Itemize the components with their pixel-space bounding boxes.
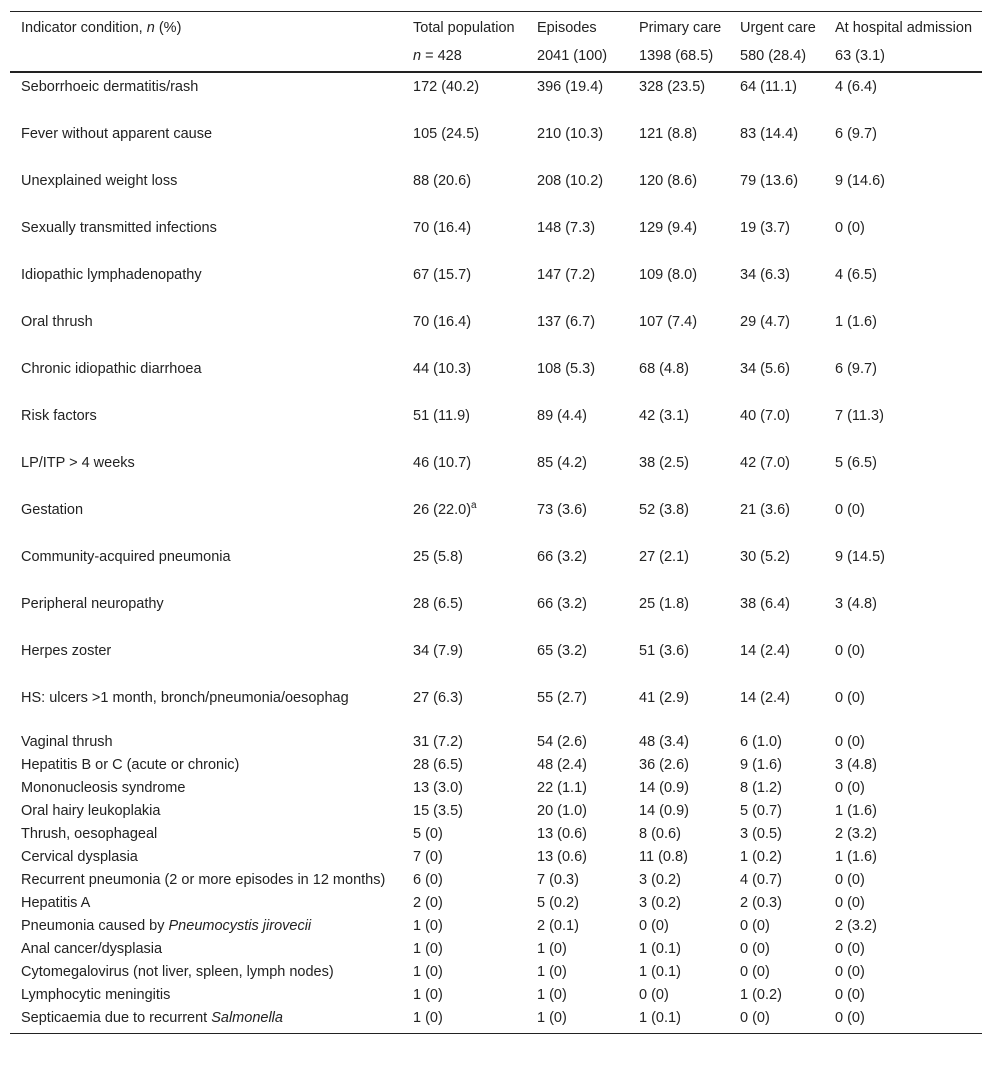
table-row <box>10 824 982 847</box>
header-total-population: Total population <box>402 12 526 45</box>
table-body <box>10 72 982 1034</box>
cell-episodes: 5 (0.2) <box>537 895 579 911</box>
cell-episodes: 396 (19.4) <box>537 79 604 95</box>
cell-episodes: 210 (10.3) <box>537 126 604 142</box>
table-row <box>10 121 982 168</box>
table-row <box>10 985 982 1008</box>
cell-hospital-admission: 0 (0) <box>835 964 865 980</box>
cell-episodes: 55 (2.7) <box>537 690 587 706</box>
cell-urgent-care: 40 (7.0) <box>740 408 790 424</box>
header-urgent-care: Urgent care <box>729 12 824 45</box>
subheader-empty <box>10 45 402 73</box>
cell-hospital-admission: 0 (0) <box>835 690 865 706</box>
cell-primary-care: 51 (3.6) <box>639 643 689 659</box>
cell-primary-care: 11 (0.8) <box>639 849 688 865</box>
table-row <box>10 962 982 985</box>
cell-condition: LP/ITP > 4 weeks <box>21 455 135 471</box>
cell-condition: Idiopathic lymphadenopathy <box>21 267 202 283</box>
cell-urgent-care: 1 (0.2) <box>740 987 782 1003</box>
cell-episodes: 48 (2.4) <box>537 757 587 773</box>
cell-urgent-care: 0 (0) <box>740 918 770 934</box>
cell-condition: Seborrhoeic dermatitis/rash <box>21 79 199 95</box>
cell-episodes: 2 (0.1) <box>537 918 579 934</box>
table-row <box>10 215 982 262</box>
header-hospital-admission: At hospital admission <box>824 12 982 45</box>
cell-hospital-admission: 0 (0) <box>824 1008 982 1034</box>
cell-condition: Risk factors <box>21 408 97 424</box>
subheader-row <box>10 45 982 73</box>
table-row <box>10 591 982 638</box>
cell-episodes: 13 (0.6) <box>537 849 587 865</box>
cell-primary-care: 42 (3.1) <box>639 408 689 424</box>
cell-primary-care: 121 (8.8) <box>639 126 698 142</box>
cell-total-population: 6 (0) <box>413 872 443 888</box>
cell-condition: Recurrent pneumonia (2 or more episodes in 12 months) <box>21 872 386 888</box>
cell-urgent-care: 42 (7.0) <box>740 455 790 471</box>
table-row <box>10 685 982 732</box>
cell-episodes: 85 (4.2) <box>537 455 587 471</box>
cell-urgent-care: 6 (1.0) <box>740 734 782 750</box>
cell-urgent-care: 4 (0.7) <box>740 872 782 888</box>
subheader-n-total: n = 428 <box>402 45 526 73</box>
cell-condition: Septicaemia due to recurrent Salmonella <box>10 1008 402 1034</box>
cell-urgent-care: 14 (2.4) <box>740 643 790 659</box>
cell-total-population: 105 (24.5) <box>413 126 480 142</box>
header-row <box>10 12 982 45</box>
cell-total-population: 1 (0) <box>413 918 443 934</box>
cell-condition: HS: ulcers >1 month, bronch/pneumonia/oesophag <box>21 690 349 706</box>
cell-episodes: 1 (0) <box>537 941 567 957</box>
cell-total-population: 70 (16.4) <box>413 220 472 236</box>
cell-primary-care: 41 (2.9) <box>639 690 689 706</box>
cell-hospital-admission: 6 (9.7) <box>835 361 877 377</box>
cell-hospital-admission: 0 (0) <box>835 895 865 911</box>
cell-primary-care: 8 (0.6) <box>639 826 681 842</box>
table-row <box>10 450 982 497</box>
cell-hospital-admission: 0 (0) <box>835 941 865 957</box>
cell-hospital-admission: 0 (0) <box>835 872 865 888</box>
table-row <box>10 755 982 778</box>
cell-urgent-care: 5 (0.7) <box>740 803 782 819</box>
cell-condition: Fever without apparent cause <box>21 126 213 142</box>
cell-total-population: 31 (7.2) <box>413 734 463 750</box>
cell-primary-care: 3 (0.2) <box>639 872 681 888</box>
cell-condition: Mononucleosis syndrome <box>21 780 186 796</box>
cell-total-population: 2 (0) <box>413 895 443 911</box>
cell-primary-care: 36 (2.6) <box>639 757 689 773</box>
cell-urgent-care: 2 (0.3) <box>740 895 782 911</box>
table-row <box>10 732 982 755</box>
cell-condition: Hepatitis B or C (acute or chronic) <box>21 757 240 773</box>
subheader-urgent: 580 (28.4) <box>729 45 824 73</box>
table-row <box>10 847 982 870</box>
cell-hospital-admission: 2 (3.2) <box>835 826 877 842</box>
cell-urgent-care: 34 (6.3) <box>740 267 790 283</box>
cell-hospital-admission: 4 (6.5) <box>835 267 877 283</box>
table-row <box>10 778 982 801</box>
cell-primary-care: 14 (0.9) <box>639 780 689 796</box>
cell-primary-care: 38 (2.5) <box>639 455 689 471</box>
header-episodes: Episodes <box>526 12 628 45</box>
cell-hospital-admission: 1 (1.6) <box>835 849 877 865</box>
table-row <box>10 72 982 121</box>
cell-primary-care: 3 (0.2) <box>639 895 681 911</box>
cell-primary-care: 1 (0.1) <box>628 1008 729 1034</box>
table-row <box>10 638 982 685</box>
table-row <box>10 870 982 893</box>
cell-condition: Gestation <box>21 502 84 518</box>
cell-urgent-care: 83 (14.4) <box>740 126 799 142</box>
table-row <box>10 801 982 824</box>
cell-primary-care: 107 (7.4) <box>639 314 698 330</box>
cell-primary-care: 109 (8.0) <box>639 267 698 283</box>
cell-episodes: 148 (7.3) <box>537 220 596 236</box>
cell-hospital-admission: 3 (4.8) <box>835 596 877 612</box>
cell-urgent-care: 79 (13.6) <box>740 173 799 189</box>
cell-condition: Pneumonia caused by Pneumocystis jirovecii <box>21 918 312 934</box>
cell-primary-care: 328 (23.5) <box>639 79 706 95</box>
cell-urgent-care: 3 (0.5) <box>740 826 782 842</box>
table-row <box>10 544 982 591</box>
cell-episodes: 89 (4.4) <box>537 408 587 424</box>
cell-hospital-admission: 2 (3.2) <box>835 918 877 934</box>
table-row <box>10 916 982 939</box>
cell-urgent-care: 0 (0) <box>740 964 770 980</box>
italic-organism-name: Salmonella <box>211 1010 283 1026</box>
cell-primary-care: 25 (1.8) <box>639 596 689 612</box>
cell-urgent-care: 8 (1.2) <box>740 780 782 796</box>
cell-episodes: 108 (5.3) <box>537 361 596 377</box>
subheader-hospital: 63 (3.1) <box>824 45 982 73</box>
cell-hospital-admission: 0 (0) <box>835 220 865 236</box>
cell-urgent-care: 34 (5.6) <box>740 361 790 377</box>
cell-urgent-care: 9 (1.6) <box>740 757 782 773</box>
cell-hospital-admission: 0 (0) <box>835 643 865 659</box>
cell-episodes: 7 (0.3) <box>537 872 579 888</box>
footnote-marker: a <box>471 500 477 511</box>
cell-primary-care: 0 (0) <box>639 918 669 934</box>
cell-episodes: 65 (3.2) <box>537 643 587 659</box>
cell-total-population: 46 (10.7) <box>413 455 472 471</box>
table-row <box>10 356 982 403</box>
cell-primary-care: 129 (9.4) <box>639 220 698 236</box>
cell-hospital-admission: 0 (0) <box>835 502 865 518</box>
cell-total-population: 67 (15.7) <box>413 267 472 283</box>
cell-condition: Peripheral neuropathy <box>21 596 164 612</box>
table-row <box>10 939 982 962</box>
cell-primary-care: 14 (0.9) <box>639 803 689 819</box>
cell-total-population: 15 (3.5) <box>413 803 463 819</box>
cell-hospital-admission: 1 (1.6) <box>835 803 877 819</box>
cell-episodes: 1 (0) <box>526 1008 628 1034</box>
cell-total-population: 25 (5.8) <box>413 549 463 565</box>
cell-total-population: 28 (6.5) <box>413 596 463 612</box>
table-row <box>10 893 982 916</box>
cell-hospital-admission: 9 (14.5) <box>835 549 885 565</box>
cell-condition: Hepatitis A <box>21 895 91 911</box>
cell-hospital-admission: 3 (4.8) <box>835 757 877 773</box>
table-row <box>10 403 982 450</box>
cell-condition: Sexually transmitted infections <box>21 220 217 236</box>
cell-episodes: 73 (3.6) <box>537 502 587 518</box>
cell-urgent-care: 19 (3.7) <box>740 220 790 236</box>
cell-condition: Vaginal thrush <box>21 734 113 750</box>
cell-primary-care: 1 (0.1) <box>639 964 681 980</box>
cell-episodes: 1 (0) <box>537 964 567 980</box>
cell-hospital-admission: 0 (0) <box>835 734 865 750</box>
cell-condition: Cervical dysplasia <box>21 849 138 865</box>
cell-total-population: 88 (20.6) <box>413 173 472 189</box>
indicator-conditions-table <box>10 11 982 1034</box>
cell-urgent-care: 21 (3.6) <box>740 502 790 518</box>
cell-total-population: 70 (16.4) <box>413 314 472 330</box>
cell-episodes: 22 (1.1) <box>537 780 587 796</box>
cell-urgent-care: 0 (0) <box>729 1008 824 1034</box>
cell-total-population: 1 (0) <box>413 941 443 957</box>
cell-condition: Chronic idiopathic diarrhoea <box>21 361 202 377</box>
table-row <box>10 309 982 356</box>
cell-primary-care: 68 (4.8) <box>639 361 689 377</box>
table-row <box>10 497 982 544</box>
header-primary-care: Primary care <box>628 12 729 45</box>
subheader-episodes: 2041 (100) <box>526 45 628 73</box>
cell-urgent-care: 1 (0.2) <box>740 849 782 865</box>
cell-total-population: 1 (0) <box>413 987 443 1003</box>
cell-total-population: 7 (0) <box>413 849 443 865</box>
italic-organism-name: Pneumocystis jirovecii <box>168 918 312 934</box>
cell-primary-care: 52 (3.8) <box>639 502 689 518</box>
cell-urgent-care: 14 (2.4) <box>740 690 790 706</box>
cell-total-population: 5 (0) <box>413 826 443 842</box>
cell-primary-care: 48 (3.4) <box>639 734 689 750</box>
cell-episodes: 54 (2.6) <box>537 734 587 750</box>
table-header <box>10 12 982 73</box>
cell-condition: Oral thrush <box>21 314 93 330</box>
cell-urgent-care: 29 (4.7) <box>740 314 790 330</box>
cell-condition: Oral hairy leukoplakia <box>21 803 161 819</box>
table-row <box>10 168 982 215</box>
cell-episodes: 13 (0.6) <box>537 826 587 842</box>
cell-episodes: 20 (1.0) <box>537 803 587 819</box>
cell-total-population: 27 (6.3) <box>413 690 463 706</box>
cell-urgent-care: 0 (0) <box>740 941 770 957</box>
cell-total-population: 51 (11.9) <box>413 408 470 424</box>
cell-hospital-admission: 1 (1.6) <box>835 314 877 330</box>
header-indicator-condition: Indicator condition, n (%) <box>10 12 402 45</box>
cell-primary-care: 27 (2.1) <box>639 549 689 565</box>
cell-condition: Cytomegalovirus (not liver, spleen, lymph nodes) <box>21 964 334 980</box>
cell-episodes: 66 (3.2) <box>537 596 587 612</box>
table-row <box>10 1008 982 1034</box>
cell-episodes: 137 (6.7) <box>537 314 596 330</box>
cell-condition: Unexplained weight loss <box>21 173 178 189</box>
cell-episodes: 66 (3.2) <box>537 549 587 565</box>
cell-total-population: 172 (40.2) <box>413 79 480 95</box>
cell-urgent-care: 64 (11.1) <box>740 79 797 95</box>
cell-condition: Herpes zoster <box>21 643 112 659</box>
cell-episodes: 1 (0) <box>537 987 567 1003</box>
cell-condition: Anal cancer/dysplasia <box>21 941 163 957</box>
cell-primary-care: 1 (0.1) <box>639 941 681 957</box>
cell-condition: Lymphocytic meningitis <box>21 987 171 1003</box>
subheader-primary: 1398 (68.5) <box>628 45 729 73</box>
cell-primary-care: 0 (0) <box>639 987 669 1003</box>
cell-hospital-admission: 5 (6.5) <box>835 455 877 471</box>
cell-hospital-admission: 0 (0) <box>835 780 865 796</box>
table-row <box>10 262 982 309</box>
cell-total-population: 1 (0) <box>413 964 443 980</box>
cell-total-population: 44 (10.3) <box>413 361 472 377</box>
cell-condition: Community-acquired pneumonia <box>21 549 231 565</box>
cell-urgent-care: 30 (5.2) <box>740 549 790 565</box>
cell-total-population: 34 (7.9) <box>413 643 463 659</box>
cell-episodes: 147 (7.2) <box>537 267 596 283</box>
cell-hospital-admission: 6 (9.7) <box>835 126 877 142</box>
cell-total-population: 1 (0) <box>402 1008 526 1034</box>
cell-hospital-admission: 9 (14.6) <box>835 173 885 189</box>
cell-hospital-admission: 4 (6.4) <box>835 79 877 95</box>
cell-urgent-care: 38 (6.4) <box>740 596 790 612</box>
cell-total-population: 28 (6.5) <box>413 757 463 773</box>
cell-condition: Thrush, oesophageal <box>21 826 158 842</box>
cell-total-population: 26 $(22.0)^a$ <box>413 500 477 518</box>
cell-primary-care: 120 (8.6) <box>639 173 698 189</box>
cell-hospital-admission: 7 (11.3) <box>835 408 884 424</box>
cell-hospital-admission: 0 (0) <box>835 987 865 1003</box>
cell-episodes: 208 (10.2) <box>537 173 604 189</box>
cell-total-population: 13 (3.0) <box>413 780 463 796</box>
